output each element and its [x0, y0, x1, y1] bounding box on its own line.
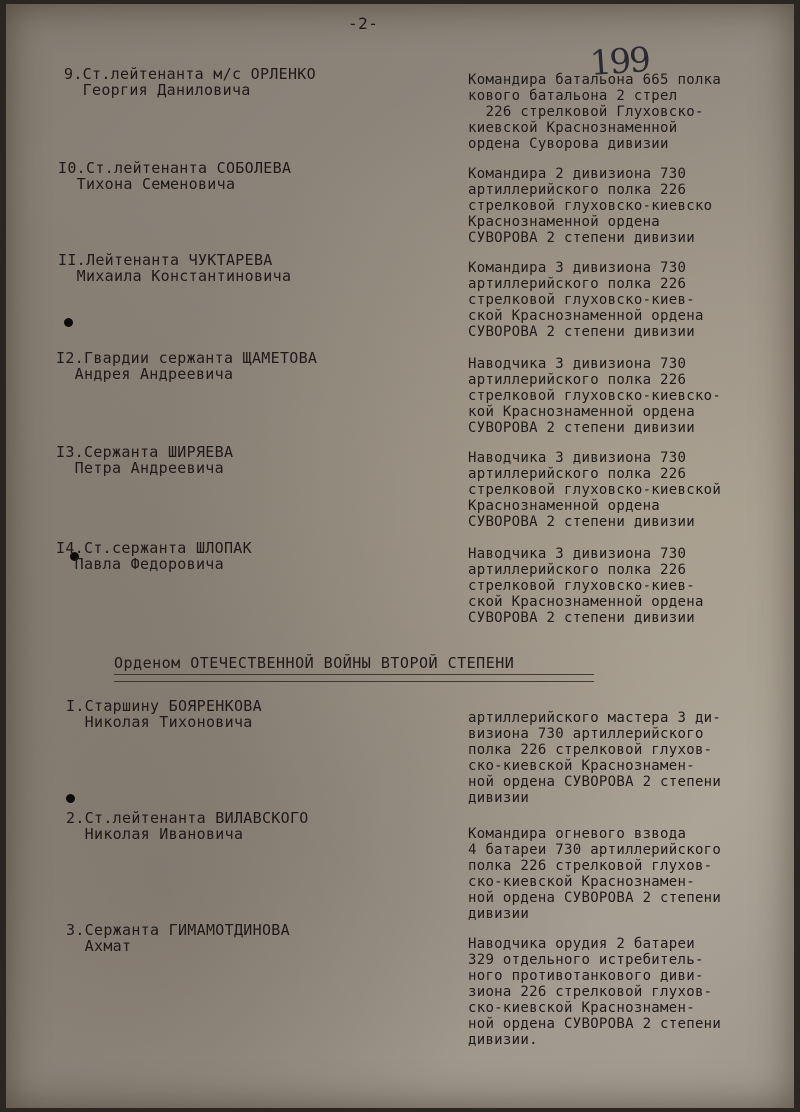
entry-description: Наводчика 3 дивизиона 730 артиллерийского полка 226 стрелковой глуховско-киевской Краснознаменной ордена СУВОРОВА 2 степени дивизии: [468, 450, 722, 530]
entry-name: II.Лейтенанта ЧУКТАРЕВА Михаила Константиновича: [58, 251, 292, 285]
entry-name: I4.Ст.сержанта ШЛОПАК Павла Федоровича: [56, 539, 252, 573]
section-underline: [114, 674, 594, 682]
entry-description: Командира 2 дивизиона 730 артиллерийского полка 226 стрелковой глуховско-киевско Краснознаменной ордена СУВОРОВА 2 степени дивизии: [468, 166, 713, 246]
punch-hole: [64, 318, 73, 327]
entry-name: 9.Ст.лейтенанта м/с ОРЛЕНКО Георгия Даниловича: [64, 65, 316, 99]
entry-name: I2.Гвардии сержанта ЩАМЕТОВА Андрея Андреевича: [56, 349, 318, 383]
entry-description: артиллерийского мастера 3 ди- визиона 730 артиллерийского полка 226 стрелковой глухов- ско-киевской Краснознамен- ной ордена СУВОРОВА 2 степени дивизии: [468, 710, 722, 806]
entry-name: 2.Ст.лейтенанта ВИЛАВСКОГО Николая Ивановича: [66, 809, 309, 843]
entry-description: Наводчика 3 дивизиона 730 артиллерийского полка 226 стрелковой глуховско-киев- ской Краснознаменной ордена СУВОРОВА 2 степени дивизии: [468, 546, 704, 626]
entry-description: Командира 3 дивизиона 730 артиллерийского полка 226 стрелковой глуховско-киев- ской Краснознаменной ордена СУВОРОВА 2 степени дивизии: [468, 260, 704, 340]
entry-name: I.Старшину БОЯРЕНКОВА Николая Тихоновича: [66, 697, 262, 731]
document-page: [6, 4, 794, 1108]
punch-hole: [66, 794, 75, 803]
entry-name: I3.Сержанта ШИРЯЕВА Петра Андреевича: [56, 443, 234, 477]
entry-name: 3.Сержанта ГИМАМОТДИНОВА Ахмат: [66, 921, 290, 955]
entry-description: Командира огневого взвода 4 батареи 730 артиллерийского полка 226 стрелковой глухов- ско-киевской Краснознамен- ной ордена СУВОРОВА 2 степени дивизии: [468, 826, 722, 922]
section-title: Орденом ОТЕЧЕСТВЕННОЙ ВОЙНЫ ВТОРОЙ СТЕПЕНИ: [114, 654, 515, 672]
page-number: -2-: [348, 14, 379, 33]
entry-description: Наводчика орудия 2 батареи 329 отдельного истребитель- ного противотанкового диви- зиона 226 стрелковой глухов- ско-киевской Краснознамен- ной ордена СУВОРОВА 2 степени дивизии.: [468, 936, 722, 1048]
entry-description: Наводчика 3 дивизиона 730 артиллерийского полка 226 стрелковой глуховско-киевско- кой Краснознаменной ордена СУВОРОВА 2 степени дивизии: [468, 356, 722, 436]
handwritten-number: 199: [588, 39, 651, 85]
entry-name: I0.Ст.лейтенанта СОБОЛЕВА Тихона Семеновича: [58, 159, 292, 193]
entry-description: Командира батальона 665 полка кового батальона 2 стрел 226 стрелковой Глуховско- киевской Краснознаменной ордена Суворова дивизии: [468, 72, 722, 152]
